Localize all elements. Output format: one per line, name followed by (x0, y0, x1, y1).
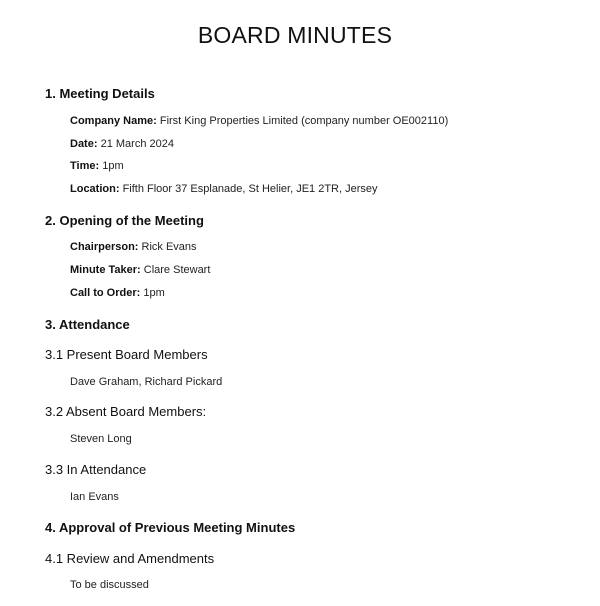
review-amendments-value: To be discussed (70, 579, 149, 591)
subheading-present-members: 3.1 Present Board Members (45, 347, 208, 362)
date-line (70, 138, 174, 150)
company-name-line (70, 115, 448, 127)
call-to-order-label: Call to Order: (70, 287, 141, 299)
chairperson-label: Chairperson: (70, 241, 139, 253)
section-heading-opening: 2. Opening of the Meeting (45, 213, 204, 228)
present-members-value: Dave Graham, Richard Pickard (70, 376, 223, 388)
date-label: Date: (70, 138, 98, 150)
location-value: Fifth Floor 37 Esplanade, St Helier, JE1 2TR, Jersey (122, 183, 378, 195)
subheading-review-amendments: 4.1 Review and Amendments (45, 551, 215, 566)
company-name-label: Company Name: (70, 115, 157, 127)
minute-taker-value: Clare Stewart (143, 264, 211, 276)
section-heading-approval: 4. Approval of Previous Meeting Minutes (45, 520, 296, 535)
date-value: 21 March 2024 (100, 138, 174, 150)
minute-taker-line (70, 264, 210, 276)
time-value: 1pm (102, 160, 124, 172)
document-title: BOARD MINUTES (197, 22, 393, 48)
time-line (70, 160, 124, 172)
subheading-absent-members: 3.2 Absent Board Members: (45, 404, 207, 419)
time-label: Time: (70, 160, 100, 172)
call-to-order-value: 1pm (143, 287, 165, 299)
subheading-in-attendance: 3.3 In Attendance (45, 462, 147, 477)
absent-members-value: Steven Long (70, 433, 132, 445)
chairperson-value: Rick Evans (141, 241, 197, 253)
call-to-order-line (70, 287, 165, 299)
location-label: Location: (70, 183, 120, 195)
company-name-value: First King Properties Limited (company number OE002110) (159, 115, 449, 127)
section-heading-attendance: 3. Attendance (45, 317, 130, 332)
in-attendance-value: Ian Evans (70, 491, 119, 503)
chairperson-line (70, 241, 197, 253)
section-heading-meeting-details: 1. Meeting Details (45, 86, 155, 101)
minute-taker-label: Minute Taker: (70, 264, 141, 276)
location-line (70, 183, 378, 195)
